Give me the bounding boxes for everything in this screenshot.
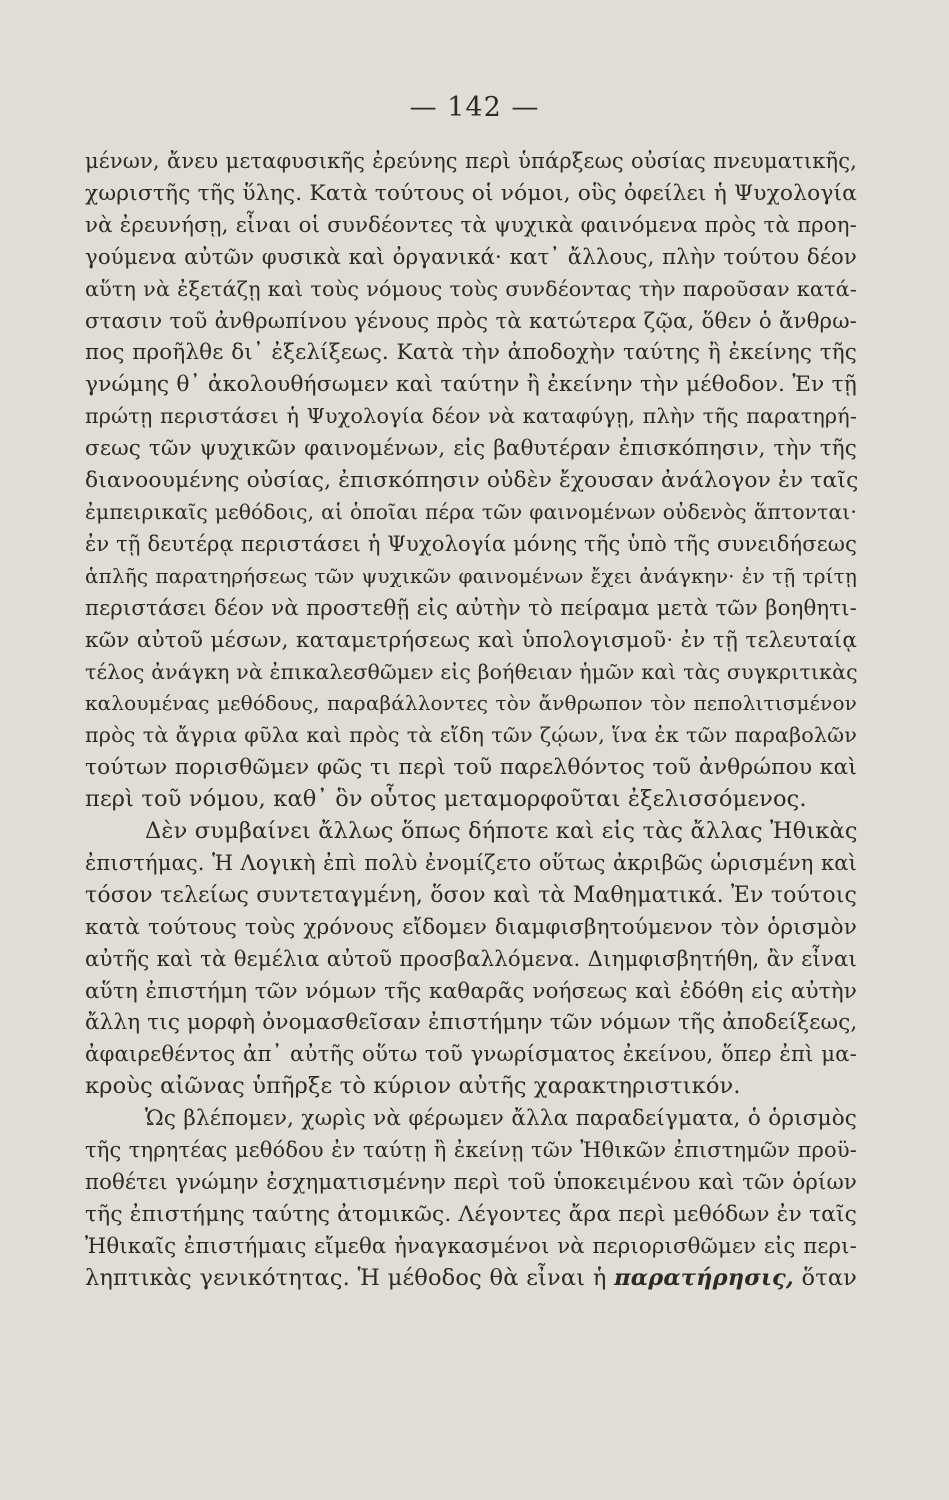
text-line: ἄλλη τις μορφὴ ὀνομασθεῖσαν ἐπιστήμην τῶν νόμων τῆς ἀποδείξεως, bbox=[85, 1010, 858, 1036]
text-line: Ἠθικαῖς ἐπιστήμαις εἴμεθα ἠναγκασμένοι νὰ περιορισθῶμεν εἰς περι- bbox=[85, 1233, 857, 1259]
text-line: τέλος ἀνάγκη νὰ ἐπικαλεσθῶμεν εἰς βοήθειαν ἡμῶν καὶ τὰς συγκριτικὰς bbox=[85, 659, 858, 684]
text-line: γούμενα αὐτῶν φυσικὰ καὶ ὀργανικά· κατ᾽ ἄλλους, πλὴν τούτου δέον bbox=[85, 244, 857, 270]
text-line: αὐτῆς καὶ τὰ θεμέλια αὐτοῦ προσβαλλόμενα. Διημφισβητήθη, ἂν εἶναι bbox=[85, 946, 857, 972]
text-line: κατὰ τούτους τοὺς χρόνους εἴδομεν διαμφισβητούμενον τὸν ὁρισμὸν bbox=[85, 914, 857, 940]
text-line: τόσον τελείως συντεταγμένη, ὅσον καὶ τὰ Μαθηματικά. Ἐν τούτοις bbox=[85, 882, 857, 908]
text-line: περιστάσει δέον νὰ προστεθῇ εἰς αὐτὴν τὸ πείραμα μετὰ τῶν βοηθητι- bbox=[85, 595, 857, 621]
body-text bbox=[85, 146, 857, 1295]
text-line: ἁπλῆς παρατηρήσεως τῶν ψυχικῶν φαινομένων ἔχει ἀνάγκην· ἐν τῇ τρίτῃ bbox=[85, 563, 857, 588]
text-line: Δὲν συμβαίνει ἄλλως ὅπως δήποτε καὶ εἰς τὰς ἄλλας Ἠθικὰς bbox=[145, 818, 858, 845]
text-line: αὕτη νὰ ἐξετάζῃ καὶ τοὺς νόμους τοὺς συνδέοντας τὴν παροῦσαν κατά- bbox=[85, 276, 857, 301]
text-line: ἐπιστήμας. Ἡ Λογικὴ ἐπὶ πολὺ ἐνομίζετο οὕτως ἀκριβῶς ὡρισμένη καὶ bbox=[85, 850, 857, 875]
text-line: τῆς τηρητέας μεθόδου ἐν ταύτῃ ἢ ἐκείνῃ τῶν Ἠθικῶν ἐπιστημῶν προϋ- bbox=[85, 1138, 857, 1163]
text-line: κῶν αὐτοῦ μέσων, καταμετρήσεως καὶ ὑπολογισμοῦ· ἐν τῇ τελευταίᾳ bbox=[85, 627, 857, 653]
text-line: καλουμένας μεθόδους, παραβάλλοντες τὸν ἄνθρωπον τὸν πεπολιτισμένον bbox=[85, 691, 857, 716]
text-line: ἐν τῇ δευτέρᾳ περιστάσει ἡ Ψυχολογία μόνης τῆς ὑπὸ τῆς συνειδήσεως bbox=[85, 531, 857, 556]
text-line: σεως τῶν ψυχικῶν φαινομένων, εἰς βαθυτέραν ἐπισκόπησιν, τὴν τῆς bbox=[85, 436, 857, 462]
text-line: κροὺς αἰῶνας ὑπῆρξε τὸ κύριον αὐτῆς χαρακτηριστικόν. bbox=[85, 1073, 741, 1100]
text-line: Ὡς βλέπομεν, χωρὶς νὰ φέρωμεν ἄλλα παραδείγματα, ὁ ὁρισμὸς bbox=[145, 1106, 857, 1132]
text-line: τούτων πορισθῶμεν φῶς τι περὶ τοῦ παρελθόντος τοῦ ἀνθρώπου καὶ bbox=[85, 755, 857, 781]
text-line: πος προῆλθε δι᾽ ἐξελίξεως. Κατὰ τὴν ἀποδοχὴν ταύτης ἢ ἐκείνης τῆς bbox=[85, 340, 857, 366]
text-line: ἐμπειρικαῖς μεθόδοις, αἱ ὁποῖαι πέρα τῶν φαινομένων οὐδενὸς ἅπτονται· bbox=[85, 499, 857, 524]
text-line: γνώμης θ᾽ ἀκολουθήσωμεν καὶ ταύτην ἢ ἐκείνην τὴν μέθοδον. Ἐν τῇ bbox=[85, 372, 857, 398]
text-line: πρώτῃ περιστάσει ἡ Ψυχολογία δέον νὰ καταφύγῃ, πλὴν τῆς παρατηρή- bbox=[85, 404, 857, 429]
text-line: νὰ ἐρευνήσῃ, εἶναι οἱ συνδέοντες τὰ ψυχικὰ φαινόμενα πρὸς τὰ προη- bbox=[85, 212, 857, 238]
text-line: μένων, ἄνευ μεταφυσικῆς ἐρεύνης περὶ ὑπάρξεως οὐσίας πνευματικῆς, bbox=[85, 149, 857, 173]
text-run: ληπτικὰς γενικότητας. Ἡ μέθοδος θὰ εἶναι ἡ bbox=[85, 1264, 615, 1291]
paragraph-2 bbox=[85, 816, 857, 1103]
paragraph-1 bbox=[85, 146, 857, 816]
text-line: ποθέτει γνώμην ἐσχηματισμένην περὶ τοῦ ὑποκειμένου καὶ τῶν ὁρίων bbox=[85, 1170, 857, 1195]
text-run: ὅταν bbox=[793, 1264, 857, 1291]
text-line: αὕτη ἐπιστήμη τῶν νόμων τῆς καθαρᾶς νοήσεως καὶ ἐδόθη εἰς αὐτὴν bbox=[85, 978, 857, 1004]
page-number: — 142 — bbox=[409, 92, 540, 123]
text-line: περὶ τοῦ νόμου, καθ᾽ ὃν οὗτος μεταμορφοῦται ἐξελισσόμενος. bbox=[85, 786, 807, 813]
text-line: χωριστῆς τῆς ὕλης. Κατὰ τούτους οἱ νόμοι, οὓς ὀφείλει ἡ Ψυχολογία bbox=[85, 180, 857, 206]
emphasized-term: παρατήρησις, bbox=[614, 1264, 794, 1291]
text-line: στασιν τοῦ ἀνθρωπίνου γένους πρὸς τὰ κατώτερα ζῷα, ὅθεν ὁ ἄνθρω- bbox=[85, 308, 857, 334]
text-line-final bbox=[85, 1263, 857, 1295]
text-line: ἀφαιρεθέντος ἀπ᾽ αὐτῆς οὕτω τοῦ γνωρίσματος ἐκείνου, ὅπερ ἐπὶ μα- bbox=[85, 1042, 857, 1068]
paragraph-3 bbox=[85, 1103, 857, 1294]
text-line: τῆς ἐπιστήμης ταύτης ἀτομικῶς. Λέγοντες ἄρα περὶ μεθόδων ἐν ταῖς bbox=[85, 1201, 857, 1227]
text-line: πρὸς τὰ ἄγρια φῦλα καὶ πρὸς τὰ εἴδη τῶν ζῴων, ἵνα ἐκ τῶν παραβολῶν bbox=[85, 723, 857, 748]
text-line: διανοουμένης οὐσίας, ἐπισκόπησιν οὐδὲν ἔχουσαν ἀνάλογον ἐν ταῖς bbox=[85, 468, 859, 494]
